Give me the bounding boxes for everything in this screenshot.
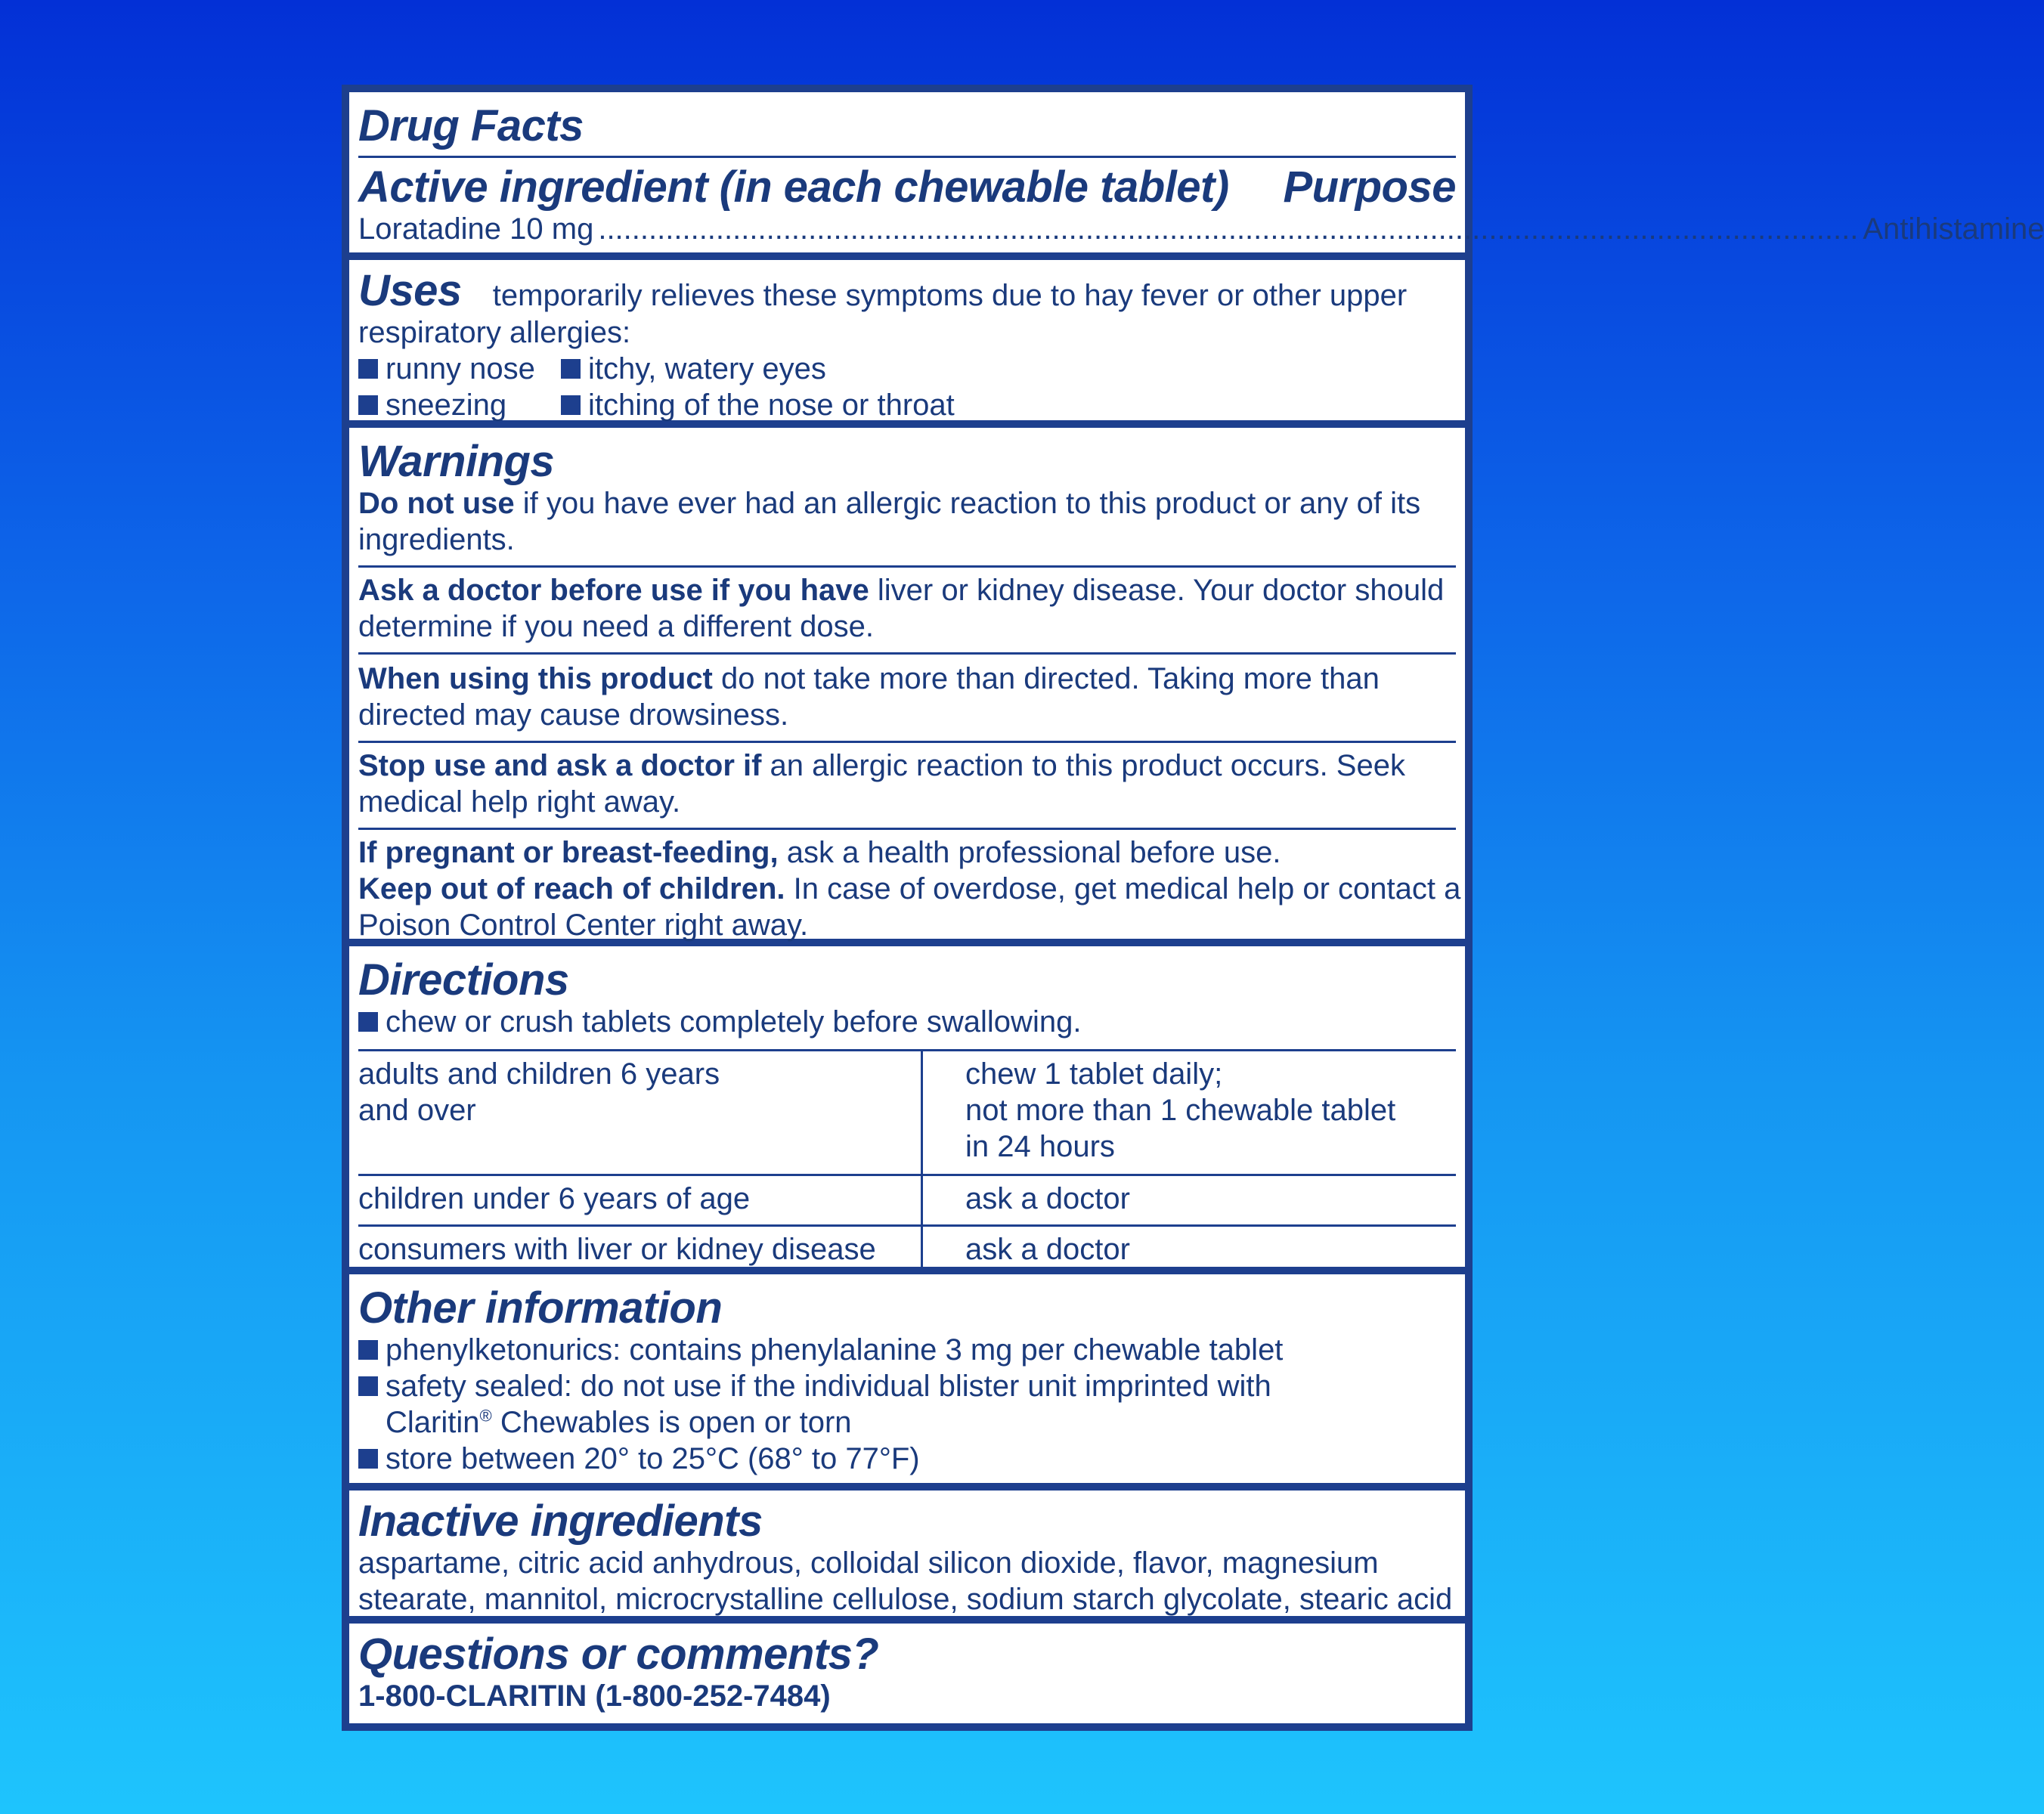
leader-dots: ...................................................................................................................................................... [598, 212, 1859, 246]
directions-who-cell: children under 6 years of age [358, 1182, 751, 1215]
warnings-section [349, 428, 1465, 942]
warnings-rule-3 [358, 741, 1456, 743]
keep-out-line-2: Poison Control Center right away. [358, 909, 809, 942]
directions-section [349, 946, 1465, 1267]
questions-section [349, 1624, 1465, 1723]
active-ingredient-heading: Active ingredient (in each chewable tablet) [358, 163, 1229, 212]
stop-use-line-1: Stop use and ask a doctor if an allergic reaction to this product occurs. Seek [358, 749, 1405, 782]
warnings-rule-2 [358, 652, 1456, 655]
title-rule [358, 156, 1456, 158]
other-item-storage: store between 20° to 25°C (68° to 77°F) [358, 1441, 1456, 1477]
when-using-line-2: directed may cause drowsiness. [358, 698, 789, 732]
warnings-rule-4 [358, 828, 1456, 830]
uses-item-itchy-eyes: itchy, watery eyes [561, 352, 826, 385]
drug-facts-title: Drug Facts [358, 101, 584, 150]
warnings-heading: Warnings [358, 437, 555, 486]
active-ingredient-name: Loratadine 10 mg [358, 212, 594, 246]
questions-heading: Questions or comments? [358, 1630, 879, 1679]
bullet-square-icon [358, 359, 378, 379]
when-using-line-1: When using this product do not take more than directed. Taking more than [358, 662, 1380, 695]
directions-heading: Directions [358, 955, 569, 1005]
other-information-heading: Other information [358, 1283, 723, 1333]
ask-doctor-line-2: determine if you need a different dose. [358, 610, 874, 643]
bullet-square-icon [358, 1012, 378, 1032]
keep-out-line-1: Keep out of reach of children. In case of overdose, get medical help or contact a [358, 872, 1461, 905]
ask-doctor-line-1: Ask a doctor before use if you have liver or kidney disease. Your doctor should [358, 574, 1445, 607]
active-heading-row [358, 164, 1456, 211]
purpose-heading: Purpose [1283, 163, 1456, 212]
uses-item-runny-nose: runny nose [358, 351, 561, 387]
directions-who-cell: consumers with liver or kidney disease [358, 1233, 876, 1266]
directions-who-cell: adults and children 6 years and over [358, 1057, 720, 1127]
directions-what-cell: ask a doctor [922, 1226, 1457, 1276]
table-row [358, 1175, 1456, 1226]
directions-table [358, 1049, 1456, 1275]
bullet-square-icon [358, 1449, 378, 1469]
directions-what-cell: ask a doctor [922, 1175, 1457, 1226]
inactive-ingredients-heading: Inactive ingredients [358, 1497, 763, 1546]
bullet-square-icon [561, 395, 581, 415]
table-row [358, 1051, 1456, 1175]
active-ingredient-row [358, 211, 2044, 247]
inactive-ingredients-line-2: stearate, mannitol, microcrystalline cellulose, sodium starch glycolate, stearic acid [358, 1583, 1453, 1616]
active-ingredient-section [349, 92, 2044, 252]
uses-row-1 [358, 351, 1456, 387]
uses-item-sneezing: sneezing [358, 387, 561, 423]
bullet-square-icon [561, 359, 581, 379]
table-row [358, 1226, 1456, 1276]
do-not-use-line-1: Do not use if you have ever had an allergic reaction to this product or any of its [358, 487, 1421, 520]
uses-item-itching-nose: itching of the nose or throat [561, 388, 955, 422]
other-item-safety-sealed-cont: Claritin® Chewables is open or torn [386, 1406, 852, 1439]
bullet-square-icon [358, 1376, 378, 1396]
bullet-square-icon [358, 1340, 378, 1360]
stop-use-line-2: medical help right away. [358, 785, 681, 819]
uses-row-2 [358, 387, 1456, 423]
registered-mark: ® [479, 1406, 492, 1426]
do-not-use-line-2: ingredients. [358, 523, 515, 556]
other-item-safety-sealed: safety sealed: do not use if the individual blister unit imprinted with [358, 1368, 1456, 1404]
active-ingredient-purpose: Antihistamine [1863, 212, 2044, 246]
directions-what-cell: chew 1 tablet daily; not more than 1 chewable tablet in 24 hours [922, 1051, 1457, 1175]
uses-heading: Uses [358, 266, 462, 315]
inactive-ingredients-section [349, 1491, 1465, 1616]
directions-bullet: chew or crush tablets completely before swallowing. [358, 1004, 1456, 1040]
inactive-ingredients-line-1: aspartame, citric acid anhydrous, colloidal silicon dioxide, flavor, magnesium [358, 1546, 1379, 1580]
drug-facts-panel [342, 85, 2044, 1731]
uses-section [349, 260, 1465, 420]
uses-intro-line-2: respiratory allergies: [358, 316, 631, 349]
other-information-section [349, 1274, 1465, 1483]
uses-intro-line-1 [358, 260, 1456, 314]
uses-intro-text: temporarily relieves these symptoms due to hay fever or other upper [492, 279, 1408, 312]
questions-phone: 1-800-CLARITIN (1-800-252-7484) [358, 1679, 831, 1713]
bullet-square-icon [358, 395, 378, 415]
other-item-phenylketonurics: phenylketonurics: contains phenylalanine 3 mg per chewable tablet [358, 1332, 1456, 1368]
pregnant-line: If pregnant or breast-feeding, ask a health professional before use. [358, 836, 1281, 869]
warnings-rule-1 [358, 565, 1456, 568]
